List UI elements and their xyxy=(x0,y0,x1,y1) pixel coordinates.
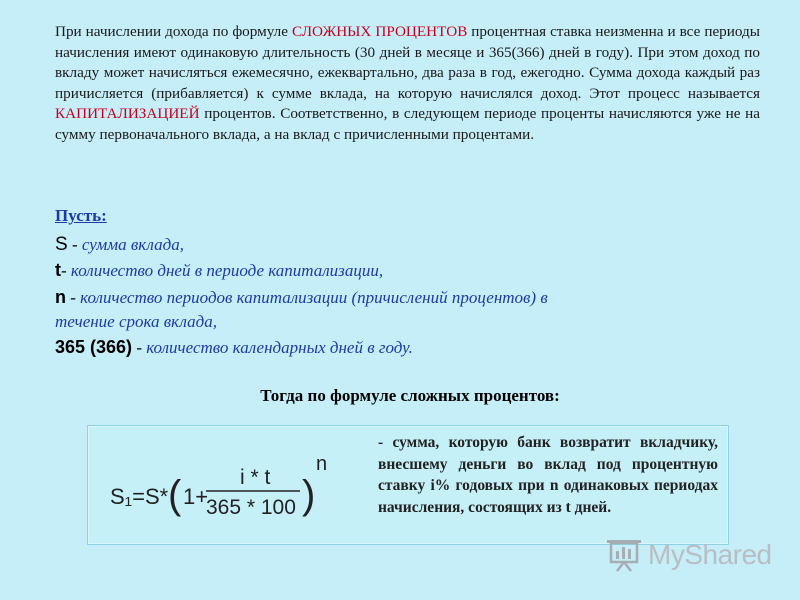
variable-description: течение срока вклада, xyxy=(55,312,217,331)
formula-open-paren: ( xyxy=(168,473,182,517)
logo-text: MyShared xyxy=(648,539,772,570)
variable-separator: - xyxy=(67,235,82,254)
intro-text-3: процентов. Соответственно, в следующем периоде проценты начисляются уже не на сумму первоначального вклада, а на вклад с причисленными процентами. xyxy=(55,105,760,143)
variable-symbol: n xyxy=(55,287,66,307)
term-compound-interest: СЛОЖНЫХ ПРОЦЕНТОВ xyxy=(291,23,468,40)
presentation-board-icon xyxy=(606,537,644,573)
variable-separator: - xyxy=(61,261,71,280)
variable-description: сумма вклада, xyxy=(81,235,185,254)
formula-one-plus: 1+ xyxy=(183,484,209,509)
variable-days-line xyxy=(55,335,675,360)
formula-close-paren: ) xyxy=(302,473,316,517)
intro-text-2: процентная ставка неизменна и все периоды начисления имеют одинаковую длительность (30 дней в месяце и 365(366) дней в году). При этом доход по вкладу может начисляться ежемесячно, ежеквартально, два раза в год, ежегодно. Сумма дохода каждый раз причисляется (прибавляется) к сумме вклада, на которую начислялся доход. Этот процесс называется xyxy=(55,23,760,102)
variable-description: количество календарных дней в году. xyxy=(146,338,413,357)
variable-t-line xyxy=(55,258,675,283)
variable-symbol: t xyxy=(55,260,61,280)
formula-caption: Тогда по формуле сложных процентов: xyxy=(260,386,560,405)
intro-paragraph xyxy=(55,22,760,145)
term-capitalization: КАПИТАЛИЗАЦИЕЙ xyxy=(55,105,200,122)
intro-text-1: При начислении дохода по формуле xyxy=(55,23,292,40)
formula-description: - сумма, которую банк возвратит вкладчику, внесшему деньги во вклад под процентную ставку i% годовых при n одинаковых периодах начисления, состоящих из t дней. xyxy=(378,434,718,516)
myshared-logo xyxy=(606,535,772,575)
variable-s-line xyxy=(55,232,675,257)
variable-separator: - xyxy=(132,338,147,357)
formula-box xyxy=(87,425,729,545)
variable-symbol: S xyxy=(55,234,68,255)
variable-n-line xyxy=(55,285,675,310)
variable-description: количество периодов капитализации (причислений процентов) в xyxy=(80,288,548,307)
variables-heading: Пусть: xyxy=(55,206,107,225)
formula-denominator: 365 * 100 xyxy=(206,496,296,519)
variable-separator: - xyxy=(66,288,81,307)
variable-description: количество дней в периоде капитализации, xyxy=(70,261,384,280)
formula-numerator: i * t xyxy=(240,466,271,489)
formula-exponent: n xyxy=(316,453,328,475)
formula-lhs: S₁=S* xyxy=(110,484,169,509)
variable-n-line-continued xyxy=(55,309,675,334)
compound-interest-formula xyxy=(88,426,378,544)
variable-symbol: 365 (366) xyxy=(55,337,133,357)
